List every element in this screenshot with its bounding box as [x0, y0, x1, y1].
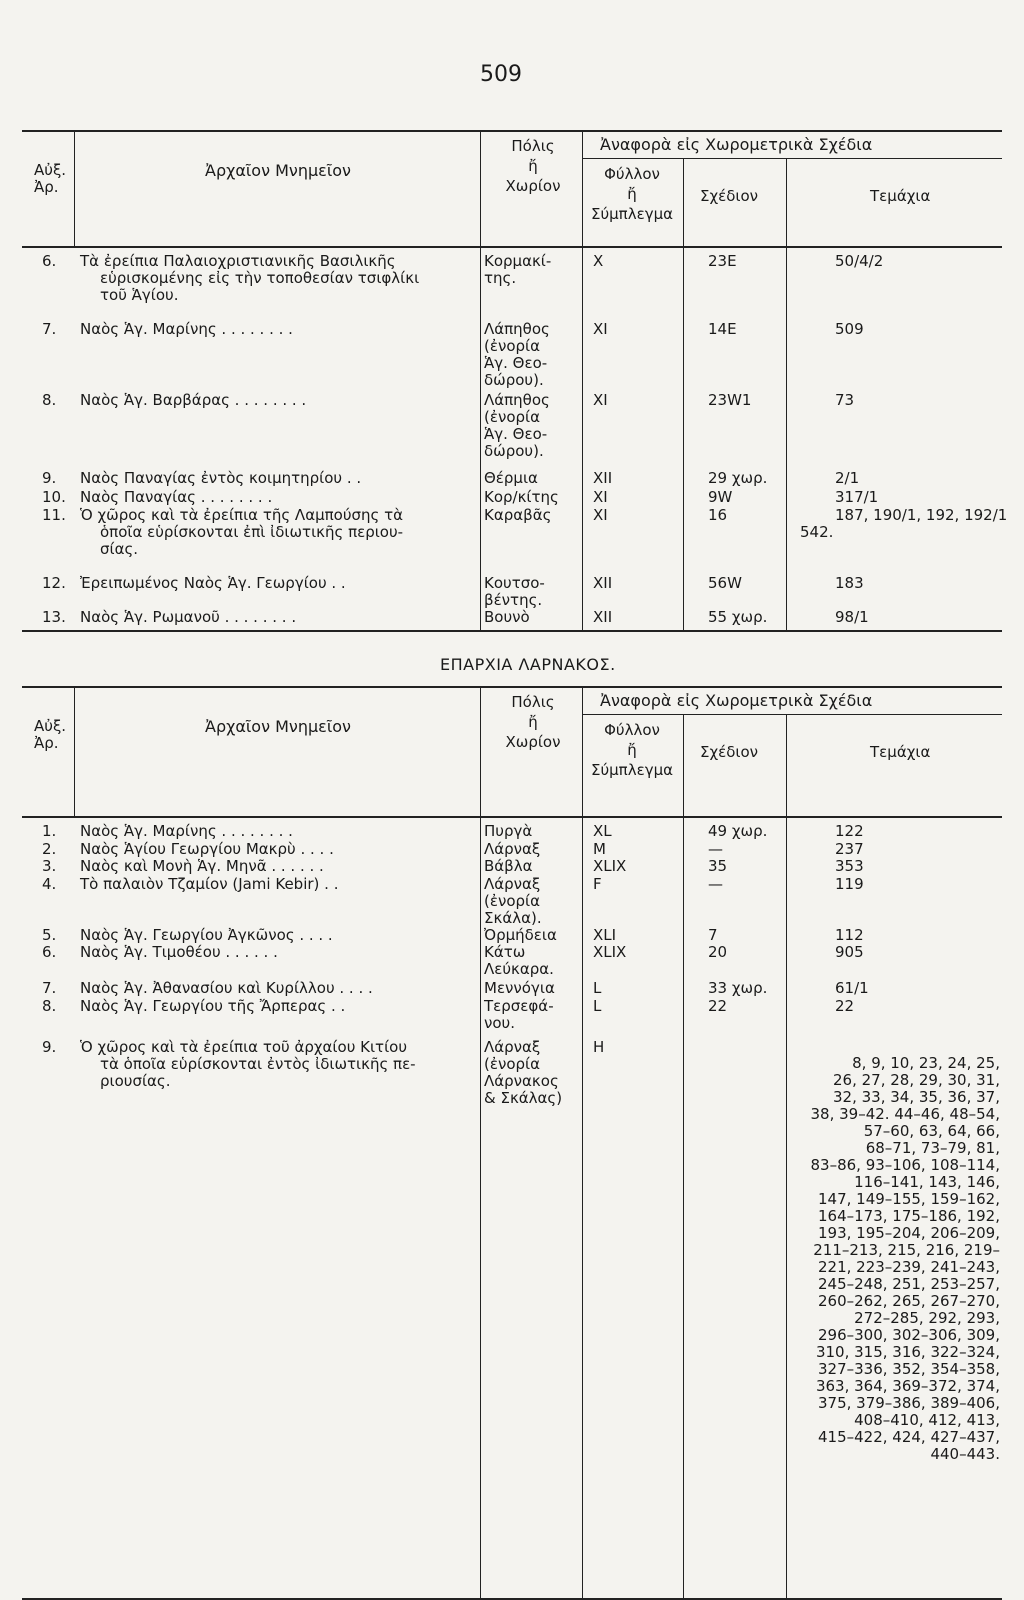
monument-text: Τὸ παλαιὸν Τζαμίον (Jami Kebir) . . [80, 875, 339, 893]
place-text: Μεννόγια [484, 979, 555, 997]
row-number: 8. [42, 391, 57, 409]
sheet-cell: XI [593, 391, 608, 409]
parcel-cell: 122 [835, 822, 864, 840]
plan-cell: 16 [708, 506, 728, 524]
row-number: 13. [42, 608, 66, 626]
monument-text: Ναὸς Ἁγ. Μαρίνης . . . . . . . . [80, 320, 293, 338]
parcel-cell: 905 [835, 943, 864, 961]
parcel-cont: 542. [800, 523, 834, 541]
place-text: Βάβλα [484, 857, 533, 875]
place-text: δώρου). [484, 371, 544, 389]
place-text: Λεύκαρα. [484, 960, 554, 978]
place-text: Κουτσο- [484, 574, 545, 592]
plan-cell: — [708, 875, 723, 893]
parcel-line: 57–60, 63, 64, 66, [863, 1122, 1000, 1140]
plan-cell: 55 χωρ. [708, 608, 768, 626]
parcel-cell: 2/1 [835, 469, 860, 487]
row-number: 7. [42, 320, 57, 338]
column-header-parcels: Τεμάχια [870, 743, 931, 761]
parcel-line: 211–213, 215, 216, 219– [813, 1241, 1000, 1259]
place-text: Βουνὸ [484, 608, 530, 626]
column-header-sheet: Φύλλον [604, 721, 660, 739]
place-text: Λάπηθος [484, 320, 550, 338]
parcel-line: 440–443. [930, 1445, 1000, 1463]
column-header-place: Χωρίον [505, 177, 561, 195]
table-top-rule [22, 130, 1002, 132]
monument-text: Ὁ χῶρος καὶ τὰ ἐρείπια τῆς Λαμπούσης τὰ [80, 506, 404, 524]
sheet-cell: XL [593, 822, 612, 840]
parcel-line: 260–262, 265, 267–270, [818, 1292, 1000, 1310]
parcel-cell: 112 [835, 926, 864, 944]
row-number: 3. [42, 857, 57, 875]
sheet-cell: XLIX [593, 943, 627, 961]
parcel-line: 8, 9, 10, 23, 24, 25, [852, 1054, 1000, 1072]
plan-cell: 22 [708, 997, 728, 1015]
sheet-cell: XI [593, 488, 608, 506]
parcel-cell: 61/1 [835, 979, 869, 997]
parcel-line: 26, 27, 28, 29, 30, 31, [833, 1071, 1000, 1089]
place-text: Ὀρμήδεια [484, 926, 557, 944]
column-rule-parcels [786, 714, 787, 1598]
monument-text: σίας. [100, 540, 139, 558]
parcel-line: 327–336, 352, 354–358, [818, 1360, 1000, 1378]
place-text: βέντης. [484, 591, 543, 609]
monument-text: Ναὸς Ἁγ. Γεωργίου τῆς Ἄρπερας . . [80, 997, 346, 1015]
parcel-line: 83–86, 93–106, 108–114, [810, 1156, 1000, 1174]
group-header-rule [582, 714, 1002, 715]
sheet-cell: H [593, 1038, 605, 1056]
place-text: Λάρναξ [484, 1038, 541, 1056]
parcel-cell: 183 [835, 574, 864, 592]
table-top-rule [22, 686, 1002, 688]
column-header-number: Αὐξ. [34, 717, 67, 735]
parcel-line: 164–173, 175–186, 192, [818, 1207, 1000, 1225]
place-text: (ἐνορία [484, 1055, 541, 1073]
parcel-cell: 509 [835, 320, 864, 338]
monument-text: Ὁ χῶρος καὶ τὰ ἐρείπια τοῦ ἀρχαίου Κιτίου [80, 1038, 408, 1056]
column-header-place: ἤ [528, 157, 538, 175]
monument-text: Τὰ ἐρείπια Παλαιοχριστιανικῆς Βασιλικῆς [80, 252, 396, 270]
plan-cell: 56W [708, 574, 742, 592]
row-number: 9. [42, 1038, 57, 1056]
parcel-cell: 119 [835, 875, 864, 893]
parcel-line: 245–248, 251, 253–257, [818, 1275, 1000, 1293]
column-header-number: Ἀρ. [34, 734, 59, 752]
column-rule-sheet [582, 130, 583, 630]
row-number: 6. [42, 943, 57, 961]
sheet-cell: L [593, 979, 602, 997]
parcel-cell: 50/4/2 [835, 252, 884, 270]
monument-text: Ναὸς Παναγίας ἐντὸς κοιμητηρίου . . [80, 469, 362, 487]
monument-text: Ναὸς Ἁγ. Ἀθανασίου καὶ Κυρίλλου . . . . [80, 979, 373, 997]
plan-cell: 14Ε [708, 320, 737, 338]
place-text: Πυργὰ [484, 822, 533, 840]
column-header-number: Αὐξ. [34, 161, 67, 179]
monument-text: εὑρισκομένης εἰς τὴν τοποθεσίαν τσιφλίκι [100, 269, 420, 287]
sheet-cell: XI [593, 506, 608, 524]
column-header-parcels: Τεμάχια [870, 187, 931, 205]
row-number: 12. [42, 574, 66, 592]
parcel-cell: 73 [835, 391, 855, 409]
parcel-cell: 187, 190/1, 192, 192/1 [835, 506, 1008, 524]
place-text: Καραβᾶς [484, 506, 552, 524]
parcel-line: 272–285, 292, 293, [854, 1309, 1000, 1327]
place-text: Λάρνακος [484, 1072, 559, 1090]
plan-cell: 20 [708, 943, 728, 961]
column-header-place: Πόλις [511, 693, 555, 711]
row-number: 2. [42, 840, 57, 858]
column-rule-plan [683, 714, 684, 1598]
place-text: Ἁγ. Θεο- [484, 425, 548, 443]
column-rule-header [74, 130, 75, 246]
place-text: Κάτω [484, 943, 526, 961]
place-text: Λάρναξ [484, 875, 541, 893]
column-rule-header [74, 686, 75, 816]
sheet-cell: L [593, 997, 602, 1015]
row-number: 5. [42, 926, 57, 944]
page-number: 509 [480, 62, 522, 87]
monument-text: ὁποῖα εὑρίσκονται ἐπὶ ἰδιωτικῆς περιου- [100, 523, 404, 541]
parcel-line: 363, 364, 369–372, 374, [815, 1377, 1000, 1395]
row-number: 9. [42, 469, 57, 487]
place-text: Λάπηθος [484, 391, 550, 409]
column-header-sheet: Σύμπλεγμα [590, 761, 674, 779]
parcel-cell: 317/1 [835, 488, 879, 506]
plan-cell: 7 [708, 926, 718, 944]
table-bottom-rule [22, 630, 1002, 632]
parcel-line: 147, 149–155, 159–162, [818, 1190, 1000, 1208]
plan-cell: 29 χωρ. [708, 469, 768, 487]
monument-text: Ναὸς καὶ Μονὴ Ἁγ. Μηνᾶ . . . . . . [80, 857, 324, 875]
plan-cell: 23Ε [708, 252, 737, 270]
parcel-cell: 353 [835, 857, 864, 875]
parcel-line: 116–141, 143, 146, [854, 1173, 1000, 1191]
plan-cell: 9W [708, 488, 733, 506]
row-number: 10. [42, 488, 66, 506]
monument-text: Ναὸς Ἁγ. Ρωμανοῦ . . . . . . . . [80, 608, 297, 626]
parcel-line: 38, 39–42. 44–46, 48–54, [810, 1105, 1000, 1123]
monument-text: τοῦ Ἁγίου. [100, 286, 179, 304]
place-text: δώρου). [484, 442, 544, 460]
column-rule-sheet [582, 686, 583, 1598]
row-number: 1. [42, 822, 57, 840]
column-header-place: ἤ [528, 713, 538, 731]
place-text: Κορ/κίτης [484, 488, 559, 506]
section-title: ΕΠΑΡΧΙΑ ΛΑΡΝΑΚΟΣ. [440, 655, 616, 674]
header-bottom-rule [22, 246, 1002, 248]
parcel-line: 310, 315, 316, 322–324, [815, 1343, 1000, 1361]
monument-text: Ναὸς Ἁγίου Γεωργίου Μακρὺ . . . . [80, 840, 334, 858]
parcel-line: 296–300, 302–306, 309, [818, 1326, 1000, 1344]
plan-cell: 33 χωρ. [708, 979, 768, 997]
header-bottom-rule [22, 816, 1002, 818]
parcel-line: 221, 223–239, 241–243, [818, 1258, 1000, 1276]
place-text: Θέρμια [484, 469, 538, 487]
column-rule-parcels [786, 158, 787, 630]
sheet-cell: X [593, 252, 604, 270]
parcel-cell: 237 [835, 840, 864, 858]
column-header-sheet: Φύλλον [604, 165, 660, 183]
column-rule-place [480, 130, 481, 630]
monument-text: Ναὸς Ἁγ. Μαρίνης . . . . . . . . [80, 822, 293, 840]
plan-cell: 49 χωρ. [708, 822, 768, 840]
sheet-cell: XII [593, 608, 613, 626]
parcel-line: 408–410, 412, 413, [854, 1411, 1000, 1429]
column-header-plan: Σχέδιον [700, 187, 759, 205]
column-header-sheet: ἤ [627, 185, 637, 203]
place-text: Τερσεφά- [484, 997, 554, 1015]
monument-text: τὰ ὁποῖα εὑρίσκονται ἐντὸς ἰδιωτικῆς πε- [100, 1055, 416, 1073]
column-rule-place [480, 686, 481, 1598]
place-text: νου. [484, 1014, 516, 1032]
place-text: Ἁγ. Θεο- [484, 354, 548, 372]
monument-text: ριουσίας. [100, 1072, 171, 1090]
monument-text: Ναὸς Παναγίας . . . . . . . . [80, 488, 273, 506]
sheet-cell: M [593, 840, 606, 858]
column-header-place: Πόλις [511, 137, 555, 155]
monument-text: Ναὸς Ἁγ. Γεωργίου Ἀγκῶνος . . . . [80, 926, 333, 944]
parcel-line: 415–422, 424, 427–437, [818, 1428, 1000, 1446]
column-header-group: Ἀναφορὰ εἰς Χωρομετρικὰ Σχέδια [600, 691, 873, 710]
column-header-monument: Ἀρχαῖον Μνημεῖον [205, 161, 351, 180]
plan-cell: 23W1 [708, 391, 752, 409]
monument-text: Ἐρειπωμένος Ναὸς Ἁγ. Γεωργίου . . [80, 574, 346, 592]
column-header-place: Χωρίον [505, 733, 561, 751]
plan-cell: — [708, 840, 723, 858]
parcel-cell: 98/1 [835, 608, 869, 626]
column-rule-plan [683, 158, 684, 630]
place-text: της. [484, 269, 517, 287]
column-header-sheet: Σύμπλεγμα [590, 205, 674, 223]
place-text: (ἐνορία [484, 408, 541, 426]
group-header-rule [582, 158, 1002, 159]
monument-text: Ναὸς Ἁγ. Τιμοθέου . . . . . . [80, 943, 278, 961]
row-number: 4. [42, 875, 57, 893]
column-header-monument: Ἀρχαῖον Μνημεῖον [205, 717, 351, 736]
column-header-number: Ἀρ. [34, 178, 59, 196]
column-header-plan: Σχέδιον [700, 743, 759, 761]
parcel-line: 375, 379–386, 389–406, [818, 1394, 1000, 1412]
row-number: 11. [42, 506, 66, 524]
plan-cell: 35 [708, 857, 728, 875]
monument-text: Ναὸς Ἁγ. Βαρβάρας . . . . . . . . [80, 391, 307, 409]
place-text: & Σκάλας) [484, 1089, 563, 1107]
place-text: (ἐνορία [484, 337, 541, 355]
sheet-cell: F [593, 875, 602, 893]
parcel-line: 32, 33, 34, 35, 36, 37, [833, 1088, 1000, 1106]
sheet-cell: XLIX [593, 857, 627, 875]
column-header-sheet: ἤ [627, 741, 637, 759]
parcel-line: 193, 195–204, 206–209, [818, 1224, 1000, 1242]
place-text: Λάρναξ [484, 840, 541, 858]
row-number: 7. [42, 979, 57, 997]
place-text: Σκάλα). [484, 909, 542, 927]
sheet-cell: XLI [593, 926, 617, 944]
sheet-cell: XI [593, 320, 608, 338]
sheet-cell: XII [593, 574, 613, 592]
parcel-line: 68–71, 73–79, 81, [865, 1139, 1000, 1157]
parcel-cell: 22 [835, 997, 855, 1015]
row-number: 6. [42, 252, 57, 270]
row-number: 8. [42, 997, 57, 1015]
place-text: Κορμακί- [484, 252, 552, 270]
column-header-group: Ἀναφορὰ εἰς Χωρομετρικὰ Σχέδια [600, 135, 873, 154]
place-text: (ἐνορία [484, 892, 541, 910]
sheet-cell: XII [593, 469, 613, 487]
